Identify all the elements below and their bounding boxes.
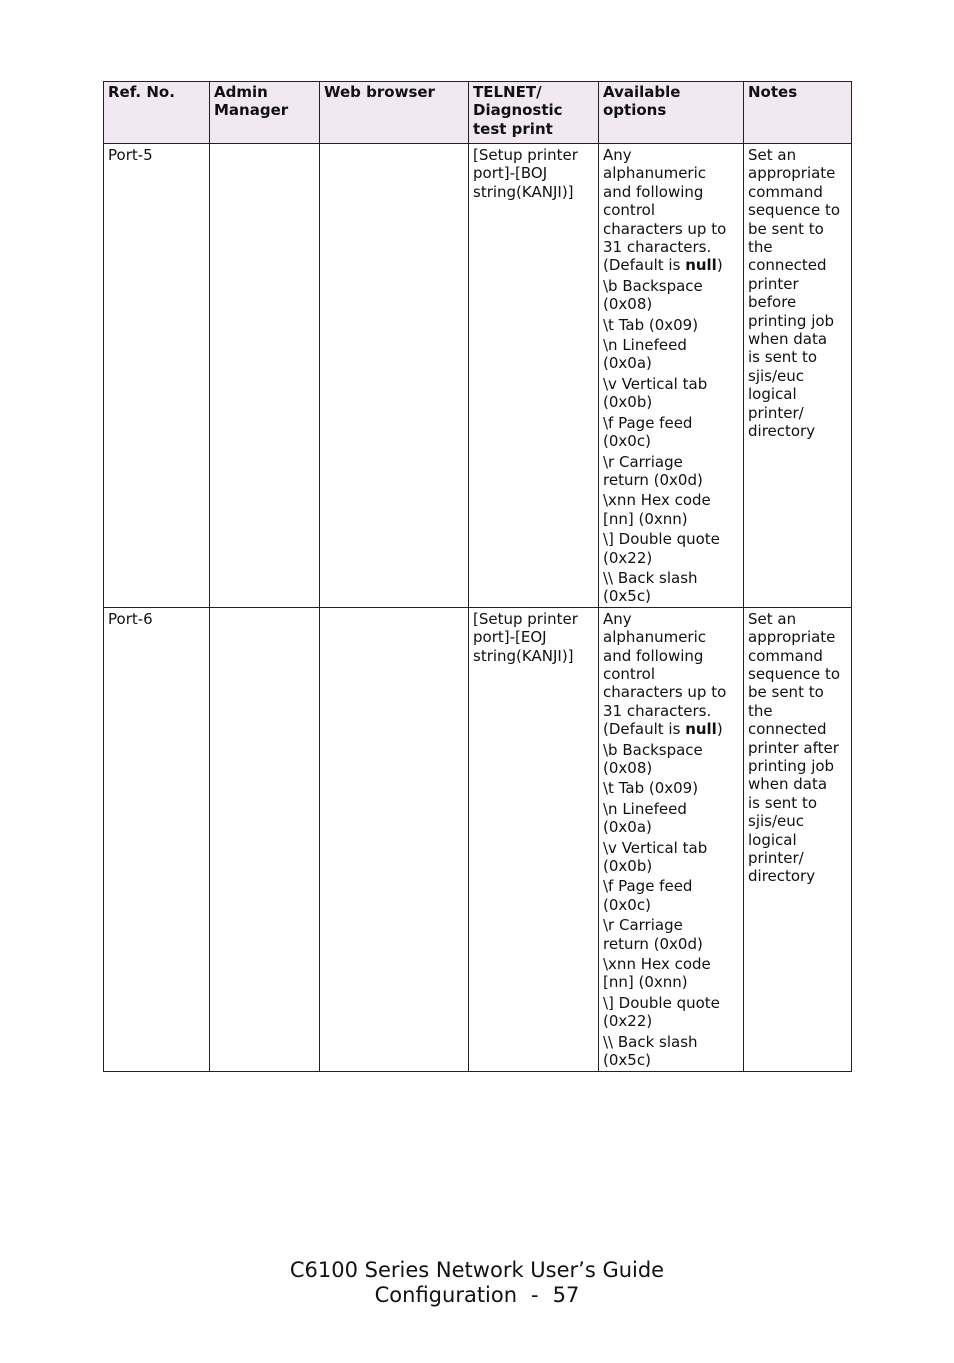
control-code-line: \t Tab (0x09) [603, 779, 699, 798]
notes-line: is sent to [748, 793, 818, 812]
header-admin-manager: Admin Manager [210, 82, 320, 144]
footer-page-info [0, 1283, 954, 1308]
notes-line: sjis/euc [748, 366, 805, 385]
option-intro-line: and following [603, 182, 704, 201]
notes-line: printer/ [748, 403, 804, 422]
available-options-cell [599, 144, 744, 608]
control-code-line: \\ Back slash [603, 568, 698, 587]
notes-line: sjis/euc [748, 812, 805, 831]
control-code-item [603, 316, 739, 334]
table-row [104, 144, 852, 608]
control-code-line: [nn] (0xnn) [603, 973, 688, 992]
control-code-line: \t Tab (0x09) [603, 315, 699, 334]
notes-line: sequence to [748, 201, 841, 220]
notes-line: when data [748, 775, 828, 794]
footer-page-number: 57 [552, 1283, 580, 1307]
control-code-item [603, 741, 739, 778]
control-code-item [603, 800, 739, 837]
control-code-item [603, 414, 739, 451]
control-code-line: \v Vertical tab [603, 838, 708, 857]
control-code-line: (0x08) [603, 295, 653, 314]
notes-line: command [748, 182, 823, 201]
option-intro-line: 31 characters. [603, 238, 712, 257]
control-code-line: (0x22) [603, 548, 653, 567]
notes-cell [744, 144, 852, 608]
notes-line: the [748, 701, 773, 720]
footer-guide-title: C6100 Series Network User’s Guide [289, 1258, 665, 1282]
control-code-item [603, 955, 739, 992]
control-code-item [603, 994, 739, 1031]
option-intro-line: Any [603, 146, 632, 164]
control-code-line: \f Page feed [603, 877, 693, 896]
control-code-line: \r Carriage [603, 916, 683, 935]
control-code-line: (0x5c) [603, 587, 651, 606]
control-code-item [603, 569, 739, 606]
header-web-browser: Web browser [320, 82, 469, 144]
notes-line: is sent to [748, 348, 818, 367]
control-code-item [603, 453, 739, 490]
control-code-line: (0x0c) [603, 895, 651, 914]
control-code-line: \b Backspace [603, 276, 703, 295]
notes-line: connected [748, 720, 827, 739]
table-row [104, 607, 852, 1071]
control-code-line: (0x22) [603, 1012, 653, 1031]
control-code-line: [nn] (0xnn) [603, 509, 688, 528]
header-ref-no: Ref. No. [104, 82, 210, 144]
notes-line: be sent to [748, 219, 824, 238]
web-browser-cell [320, 607, 469, 1071]
control-code-item [603, 779, 739, 797]
control-code-item [603, 916, 739, 953]
default-suffix: ) [716, 720, 723, 739]
telnet-line: port]-[BOJ [473, 164, 548, 183]
control-code-line: (0x0b) [603, 857, 653, 876]
notes-line: printer after [748, 738, 839, 757]
notes-line: logical [748, 385, 797, 404]
configuration-table [103, 81, 852, 1072]
notes-line: directory [748, 422, 816, 441]
control-code-line: \n Linefeed [603, 799, 687, 818]
control-code-item [603, 491, 739, 528]
option-intro-line: control [603, 664, 655, 683]
telnet-line: [Setup printer [473, 609, 578, 628]
telnet-line: string(KANJI)] [473, 182, 574, 201]
notes-line: before [748, 293, 797, 312]
telnet-line: port]-[EOJ [473, 628, 547, 647]
notes-line: Set an [748, 146, 797, 164]
telnet-cell [469, 607, 599, 1071]
control-code-item [603, 877, 739, 914]
telnet-cell [469, 144, 599, 608]
default-prefix: (Default is [603, 256, 686, 275]
ref-no-cell: Port-5 [104, 144, 210, 608]
footer-section: Configuration [374, 1283, 518, 1307]
control-code-line: return (0x0d) [603, 934, 703, 953]
default-value-line [603, 720, 739, 738]
control-code-line: \] Double quote [603, 530, 720, 549]
control-code-line: \v Vertical tab [603, 374, 708, 393]
notes-line: printer/ [748, 849, 804, 868]
control-code-item [603, 277, 739, 314]
notes-line: sequence to [748, 664, 841, 683]
control-code-line: \xnn Hex code [603, 955, 711, 974]
footer-separator: - [531, 1283, 539, 1307]
default-prefix: (Default is [603, 720, 686, 739]
control-code-item [603, 375, 739, 412]
notes-line: connected [748, 256, 827, 275]
option-intro-line: alphanumeric [603, 628, 707, 647]
control-code-item [603, 530, 739, 567]
control-code-line: \\ Back slash [603, 1032, 698, 1051]
telnet-line: string(KANJI)] [473, 646, 574, 665]
option-intro-line: characters up to [603, 683, 727, 702]
default-suffix: ) [716, 256, 723, 275]
notes-line: appropriate [748, 628, 836, 647]
control-code-line: (0x5c) [603, 1051, 651, 1070]
option-intro-line: control [603, 201, 655, 220]
header-telnet: TELNET/ Diagnostic test print [469, 82, 599, 144]
header-notes: Notes [744, 82, 852, 144]
control-code-line: return (0x0d) [603, 470, 703, 489]
control-code-line: \b Backspace [603, 740, 703, 759]
control-code-line: \n Linefeed [603, 336, 687, 355]
control-code-line: (0x08) [603, 759, 653, 777]
default-value: null [685, 256, 717, 275]
option-intro-line: alphanumeric [603, 164, 707, 183]
available-options-cell [599, 607, 744, 1071]
control-code-line: \] Double quote [603, 993, 720, 1012]
default-value-line [603, 256, 739, 274]
notes-line: printer [748, 274, 799, 293]
control-code-line: (0x0c) [603, 432, 651, 451]
control-code-line: \r Carriage [603, 452, 683, 471]
telnet-line: [Setup printer [473, 146, 578, 164]
option-intro-line: Any [603, 609, 632, 628]
option-intro-line: and following [603, 646, 704, 665]
notes-line: directory [748, 867, 816, 886]
control-code-line: (0x0a) [603, 354, 652, 373]
notes-line: logical [748, 830, 797, 849]
notes-line: be sent to [748, 683, 824, 702]
admin-manager-cell [210, 144, 320, 608]
default-value: null [685, 720, 717, 739]
control-code-line: (0x0b) [603, 393, 653, 412]
notes-line: the [748, 238, 773, 257]
admin-manager-cell [210, 607, 320, 1071]
ref-no-cell: Port-6 [104, 607, 210, 1071]
option-intro-line: 31 characters. [603, 701, 712, 720]
web-browser-cell [320, 144, 469, 608]
control-code-item [603, 1033, 739, 1070]
notes-line: printing job [748, 757, 835, 775]
table-header-row [104, 82, 852, 144]
notes-cell [744, 607, 852, 1071]
notes-line: appropriate [748, 164, 836, 183]
notes-line: Set an [748, 609, 797, 628]
notes-line: command [748, 646, 823, 665]
control-code-item [603, 839, 739, 876]
option-intro-line: characters up to [603, 219, 727, 238]
header-available-options: Available options [599, 82, 744, 144]
notes-line: when data [748, 330, 828, 349]
control-code-item [603, 336, 739, 373]
control-code-line: (0x0a) [603, 818, 652, 837]
control-code-line: \xnn Hex code [603, 491, 711, 510]
notes-line: printing job [748, 311, 835, 330]
control-code-line: \f Page feed [603, 413, 693, 432]
